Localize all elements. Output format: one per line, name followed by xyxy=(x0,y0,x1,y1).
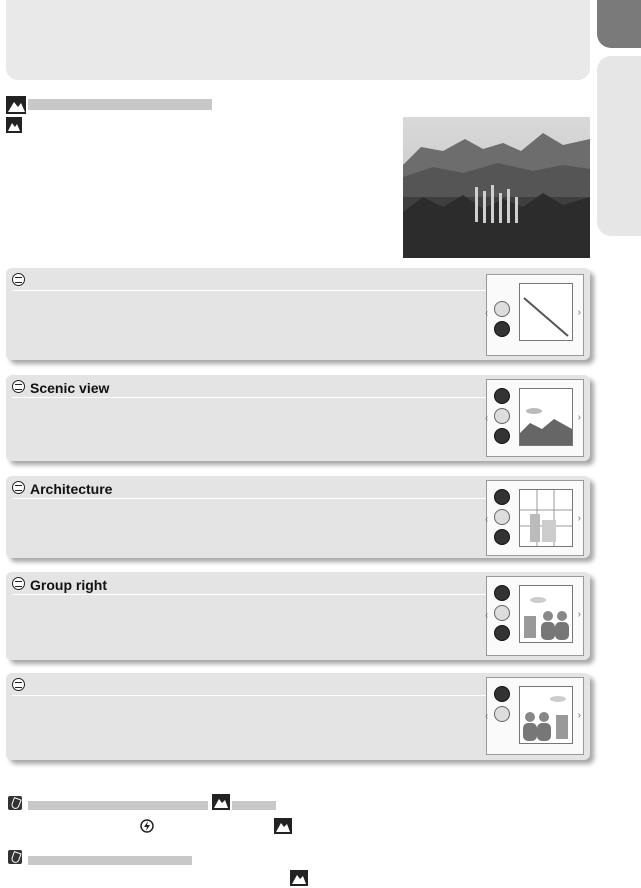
chevron-left-icon: ‹ xyxy=(485,610,489,621)
mode-dot-selected xyxy=(494,408,510,424)
chevron-left-icon: ‹ xyxy=(485,514,489,525)
intro-box xyxy=(6,0,590,80)
mode-dot-selected xyxy=(494,605,510,621)
note-heading-bar xyxy=(28,856,192,865)
mode-dot xyxy=(494,321,510,337)
chevron-right-icon: › xyxy=(577,412,581,423)
lcd-preview xyxy=(486,576,584,656)
flash-off-icon xyxy=(140,819,154,833)
mode-dot xyxy=(494,529,510,545)
mode-dot xyxy=(494,388,510,404)
scenic-view-icon xyxy=(12,380,25,393)
mode-dot-selected xyxy=(494,509,510,525)
landscape-icon xyxy=(290,870,308,886)
framing-guide xyxy=(519,686,573,744)
card-divider xyxy=(12,498,486,499)
chevron-right-icon: › xyxy=(577,307,581,318)
chevron-left-icon: ‹ xyxy=(485,308,489,319)
card-title: Group right xyxy=(30,577,107,593)
architecture-icon xyxy=(12,481,25,494)
mode-dot xyxy=(494,489,510,505)
note-icon xyxy=(8,796,22,810)
chevron-right-icon: › xyxy=(577,710,581,721)
landscape-icon xyxy=(212,794,230,810)
scene-card-group-right xyxy=(6,572,590,660)
chapter-tab xyxy=(597,56,641,236)
lcd-preview xyxy=(486,677,584,755)
chevron-right-icon: › xyxy=(577,513,581,524)
mode-dot xyxy=(494,428,510,444)
card-title: Scenic view xyxy=(30,380,110,396)
card-divider xyxy=(12,397,486,398)
group-left-icon xyxy=(12,678,25,691)
mode-dot xyxy=(494,625,510,641)
landscape-icon xyxy=(6,117,22,133)
lcd-preview xyxy=(486,480,584,556)
chevron-left-icon: ‹ xyxy=(485,413,489,424)
scene-card-architecture xyxy=(6,476,590,558)
mode-dot-selected xyxy=(494,706,510,722)
card-divider xyxy=(12,695,486,696)
note-heading-bar xyxy=(232,801,276,810)
note-heading-bar xyxy=(28,801,208,810)
framing-guide xyxy=(519,388,573,446)
card-divider xyxy=(12,594,486,595)
group-right-icon xyxy=(12,577,25,590)
framing-guide xyxy=(519,283,573,341)
card-divider xyxy=(12,290,486,291)
scene-card-landscape xyxy=(6,268,590,360)
chevron-left-icon: ‹ xyxy=(485,711,489,722)
section-heading-bar xyxy=(28,99,212,110)
chevron-right-icon: › xyxy=(577,609,581,620)
landscape-photo xyxy=(403,117,590,258)
scene-card-group-left xyxy=(6,673,590,760)
mode-dot xyxy=(494,686,510,702)
landscape-icon xyxy=(6,96,26,114)
scene-card-scenic-view xyxy=(6,375,590,461)
chapter-tab-active xyxy=(597,0,641,48)
framing-guide xyxy=(519,585,573,643)
lcd-preview xyxy=(486,274,584,356)
mode-dot-selected xyxy=(494,301,510,317)
landscape-mode-icon xyxy=(12,273,25,286)
note-icon xyxy=(8,850,22,864)
card-title: Architecture xyxy=(30,481,113,497)
framing-guide xyxy=(519,489,573,547)
lcd-preview xyxy=(486,379,584,457)
mode-dot xyxy=(494,585,510,601)
landscape-icon xyxy=(274,818,292,834)
